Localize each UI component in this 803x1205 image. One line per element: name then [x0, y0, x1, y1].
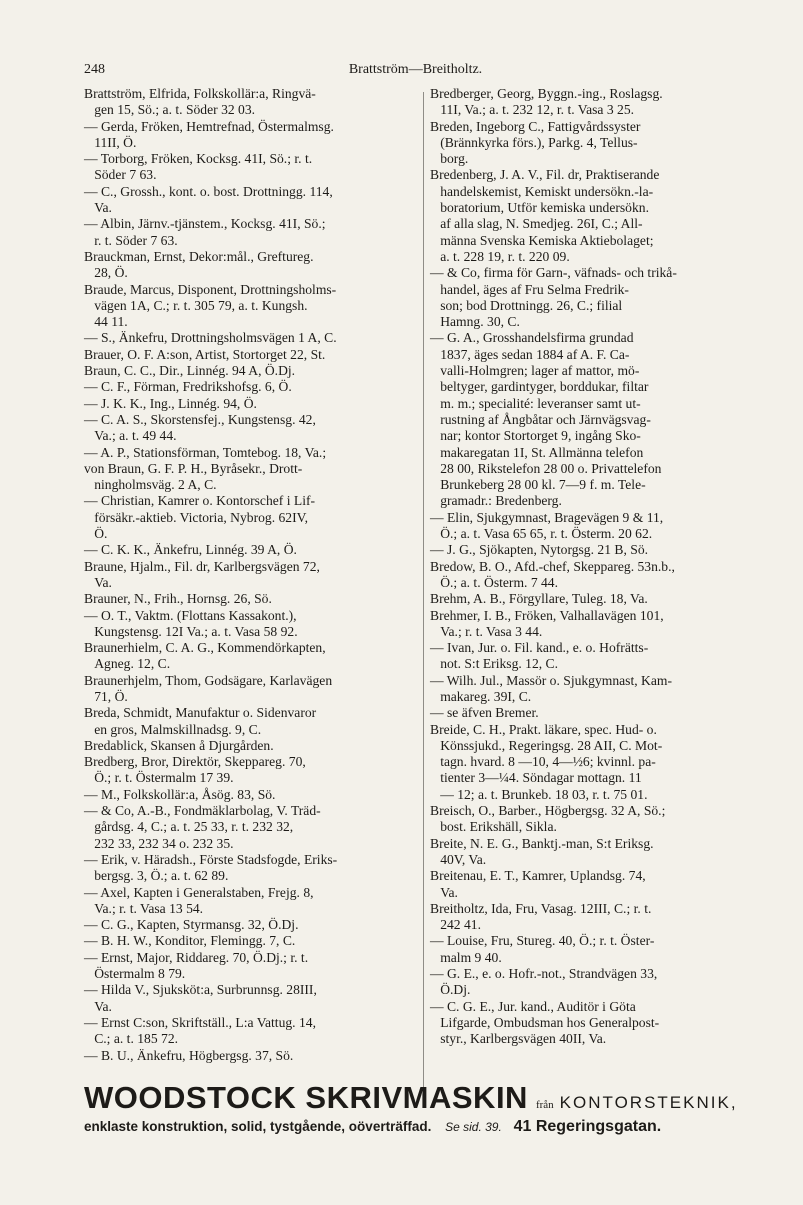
ad-company: KONTORSTEKNIK, — [559, 1093, 738, 1112]
left-column: Brattström, Elfrida, Folkskollär:a, Ringvä- gen 15, Sö.; a. t. Söder 32 03. — Gerda, Fröken, Hemtrefnad, Östermalmsg. 11II, Ö. — Torborg, Fröken, Kocksg. 41I, Sö.; r. t. Söder 7 63. — C., Grossh., kont. o. bost. Drottningg. 114, Va. — Albin, Järnv.-tjänstem., Kocksg. 41I, Sö.; r. t. Söder 7 63. Brauckman, Ernst, Dekor:mål., Greftureg. 28, Ö. Braude, Marcus, Disponent, Drottningsholms- vägen 1A, C.; r. t. 305 79, a. t. Kungsh. 44 11. — S., Änkefru, Drottningsholmsvägen 1 A, C. Brauer, O. F. A:son, Artist, Stortorget 22, St. Braun, C. C., Dir., Linnég. 94 A, Ö.Dj. — C. F., Förman, Fredrikshofsg. 6, Ö. — J. K. K., Ing., Linnég. 94, Ö. — C. A. S., Skorstensfej., Kungstensg. 42, Va.; a. t. 49 44. — A. P., Stationsförman, Tomtebog. 18, Va.; von Braun, G. F. P. H., Byråsekr., Drott- ningholmsväg. 2 A, C. — Christian, Kamrer o. Kontorschef i Lif- försäkr.-aktieb. Victoria, Nybrog. 62IV, Ö. — C. K. K., Änkefru, Linnég. 39 A, Ö. Braune, Hjalm., Fil. dr, Karlbergsvägen 72, Va. Brauner, N., Frih., Hornsg. 26, Sö. — O. T., Vaktm. (Flottans Kassakont.), Kungstensg. 12I Va.; a. t. Vasa 58 92. Braunerhielm, C. A. G., Kommendörkapten, Agneg. 12, C. Braunerhjelm, Thom, Godsägare, Karlavägen 71, Ö. Breda, Schmidt, Manufaktur o. Sidenvaror en gros, Malmskillnadsg. 9, C. Bredablick, Skansen å Djurgården. Bredberg, Bror, Direktör, Skeppareg. 70, Ö.; r. t. Östermalm 17 39. — M., Folkskollär:a, Åsög. 83, Sö. — & Co, A.-B., Fondmäklarbolag, V. Träd- gårdsg. 4, C.; a. t. 25 33, r. t. 232 32, 232 33, 232 34 o. 232 35. — Erik, v. Häradsh., Förste Stadsfogde, Eriks- bergsg. 3, Ö.; a. t. 62 89. — Axel, Kapten i Generalstaben, Frejg. 8, Va.; r. t. Vasa 13 54. — C. G., Kapten, Styrmansg. 32, Ö.Dj. — B. H. W., Konditor, Flemingg. 7, C. — Ernst, Major, Riddareg. 70, Ö.Dj.; r. t. Östermalm 8 79. — Hilda V., Sjuksköt:a, Surbrunnsg. 28III, Va. — Ernst C:son, Skriftställ., L:a Vattug. 14, C.; a. t. 185 72. — B. U., Änkefru, Högbergsg. 37, Sö. — [84, 86, 338, 1063]
ad-address: 41 Regeringsgatan. — [513, 1118, 662, 1135]
page-number: 248 — [84, 62, 105, 77]
advertisement-headline — [84, 1080, 760, 1116]
advertisement — [84, 1080, 760, 1150]
ad-brand: WOODSTOCK SKRIVMASKIN — [84, 1080, 528, 1115]
ad-tagline: enklaste konstruktion, solid, tystgående, oöverträffad. — [84, 1119, 432, 1134]
ad-from: från — [535, 1099, 554, 1111]
advertisement-subline — [84, 1118, 760, 1136]
column-divider — [423, 92, 424, 1092]
right-column: Bredberger, Georg, Byggn.-ing., Roslagsg. 11I, Va.; a. t. 232 12, r. t. Vasa 3 25. Breden, Ingeborg C., Fattigvårdssyster (Brännkyrka förs.), Parkg. 4, Tellus- borg. Bredenberg, J. A. V., Fil. dr, Praktiserande handelskemist, Kemiskt undersökn.-la- boratorium, Utför kemiska undersökn. af alla slag, N. Smedjeg. 26I, C.; All- männa Svenska Kemiska Aktiebolaget; a. t. 228 19, r. t. 220 09. — & Co, firma för Garn-, väfnads- och trikå- handel, äges af Fru Selma Fredrik- son; bod Drottningg. 26, C.; filial Hamng. 30, C. — G. A., Grosshandelsfirma grundad 1837, äges sedan 1884 af A. F. Ca- valli-Holmgren; lager af mattor, mö- beltyger, gardintyger, borddukar, filtar m. m.; specialité: leveranser samt ut- rustning af Ångbåtar och Järnvägsvag- nar; kontor Stortorget 9, ingång Sko- makaregatan 1I, St. Allmänna telefon 28 00, Rikstelefon 28 00 o. Privattelefon Brunkeberg 28 00 kl. 7—9 f. m. Tele- gramadr.: Bredenberg. — Elin, Sjukgymnast, Bragevägen 9 & 11, Ö.; a. t. Vasa 65 65, r. t. Österm. 20 62. — J. G., Sjökapten, Nytorgsg. 21 B, Sö. Bredow, B. O., Afd.-chef, Skeppareg. 53n.b., Ö.; a. t. Österm. 7 44. Brehm, A. B., Förgyllare, Tuleg. 18, Va. Brehmer, I. B., Fröken, Valhallavägen 101, Va.; r. t. Vasa 3 44. — Ivan, Jur. o. Fil. kand., e. o. Hofrätts- not. S:t Eriksg. 12, C. — Wilh. Jul., Massör o. Sjukgymnast, Kam- makareg. 39I, C. — se äfven Bremer. Breide, C. H., Prakt. läkare, spec. Hud- o. Könssjukd., Regeringsg. 28 AII, C. Mot- tagn. hvard. 8 —10, 4—½6; kvinnl. pa- tienter 3—¼4. Söndagar mottagn. 11 — 12; a. t. Brunkeb. 18 03, r. t. 75 01. Breisch, O., Barber., Högbergsg. 32 A, Sö.; bost. Erikshäll, Sikla. Breite, N. E. G., Banktj.-man, S:t Eriksg. 40V, Va. Breitenau, E. T., Kamrer, Uplandsg. 74, Va. Breitholtz, Ida, Fru, Vasag. 12III, C.; r. t. 242 41. — Louise, Fru, Stureg. 40, Ö.; r. t. Öster- malm 9 40. — G. E., e. o. Hofr.-not., Strandvägen 33, Ö.Dj. — C. G. E., Jur. kand., Auditör i Göta Lifgarde, Ombudsman hos Generalpost- styr., Karlbergsvägen 40II, Va. — [430, 86, 677, 1047]
page-header — [84, 58, 747, 84]
ad-reference: Se sid. 39. — [445, 1120, 502, 1134]
running-title: Brattström—Breitholtz. — [348, 62, 483, 77]
directory-columns — [84, 86, 760, 1086]
